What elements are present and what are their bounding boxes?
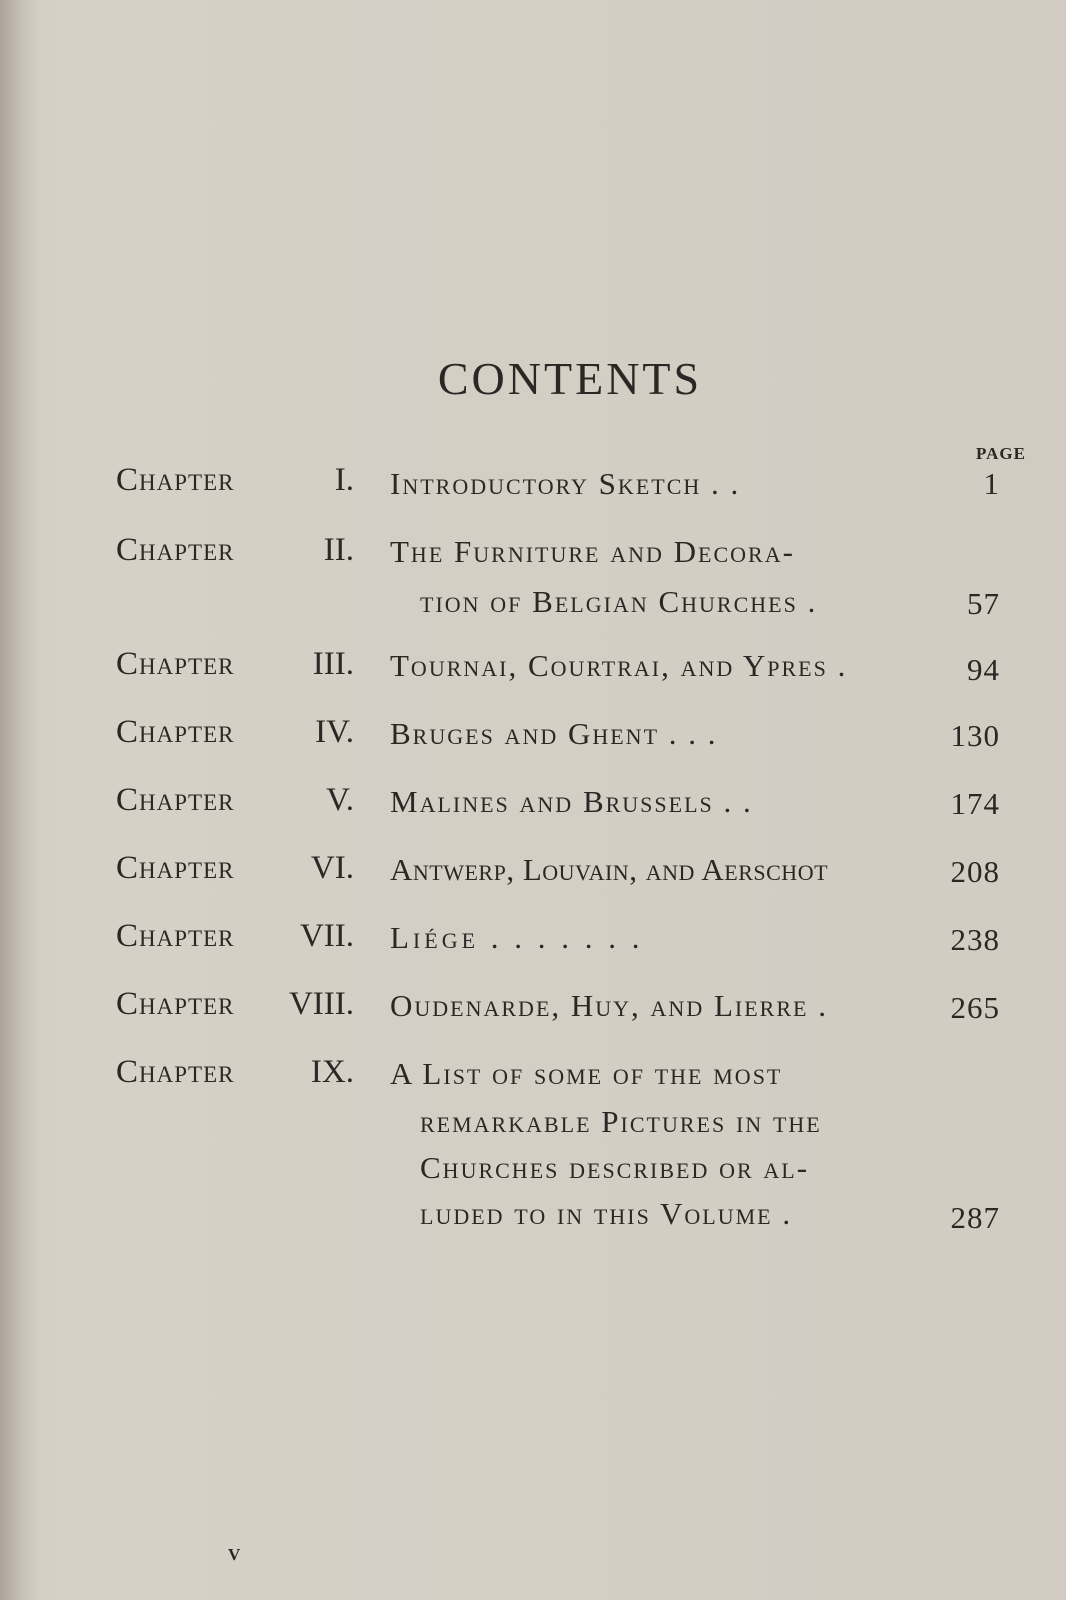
chapter-label: Chapter [116,986,235,1022]
page-number: 265 [950,990,1000,1025]
chapter-title-line-1: A List of some of the most [390,1056,783,1091]
chapter-title: Oudenarde, Huy, and Lierre . [390,988,828,1023]
page-number: 287 [950,1200,1000,1235]
page-number: 174 [950,786,1000,821]
page-number: 1 [983,466,1000,501]
chapter-label: Chapter [116,462,235,498]
chapter-title: Introductory Sketch . . [390,466,741,501]
chapter-label: Chapter [116,714,235,750]
chapter-title: Malines and Brussels . . [390,784,753,819]
chapter-label: Chapter [116,782,235,818]
page-number: 130 [950,718,1000,753]
chapter-label: Chapter [116,532,235,568]
chapter-label: Chapter [116,918,235,954]
folio-page-number: v [228,1540,241,1566]
chapter-numeral: II. [323,532,354,568]
chapter-label: Chapter [116,646,235,682]
chapter-numeral: VIII. [288,986,354,1022]
chapter-title-line-1: The Furniture and Decora- [390,534,795,569]
chapter-numeral: I. [334,462,354,498]
chapter-label: Chapter [116,850,235,886]
page-number: 57 [967,586,1000,621]
chapter-label: Chapter [116,1054,235,1090]
chapter-numeral: VII. [299,918,354,954]
chapter-title-line-2: tion of Belgian Churches . [420,584,818,619]
chapter-numeral: VI. [310,850,354,886]
page-number: 94 [967,652,1000,687]
chapter-title: Tournai, Courtrai, and Ypres . [390,648,848,683]
chapter-title-line-3: Churches described or al- [420,1150,810,1185]
page-title: CONTENTS [437,353,703,404]
page-column-heading: PAGE [976,444,1026,463]
chapter-title: Liége . . . . . . . [390,920,644,955]
chapter-numeral: V. [326,782,354,818]
chapter-title: Bruges and Ghent . . . [390,716,718,751]
page-number: 208 [950,854,1000,889]
chapter-numeral: III. [312,646,354,682]
page-number: 238 [950,922,1000,957]
chapter-numeral: IV. [315,714,354,750]
chapter-title-line-2: remarkable Pictures in the [420,1104,822,1139]
chapter-title: Antwerp, Louvain, and Aerschot [390,852,829,887]
chapter-title-line-4: luded to in this Volume . [420,1196,793,1231]
chapter-numeral: IX. [310,1054,354,1090]
